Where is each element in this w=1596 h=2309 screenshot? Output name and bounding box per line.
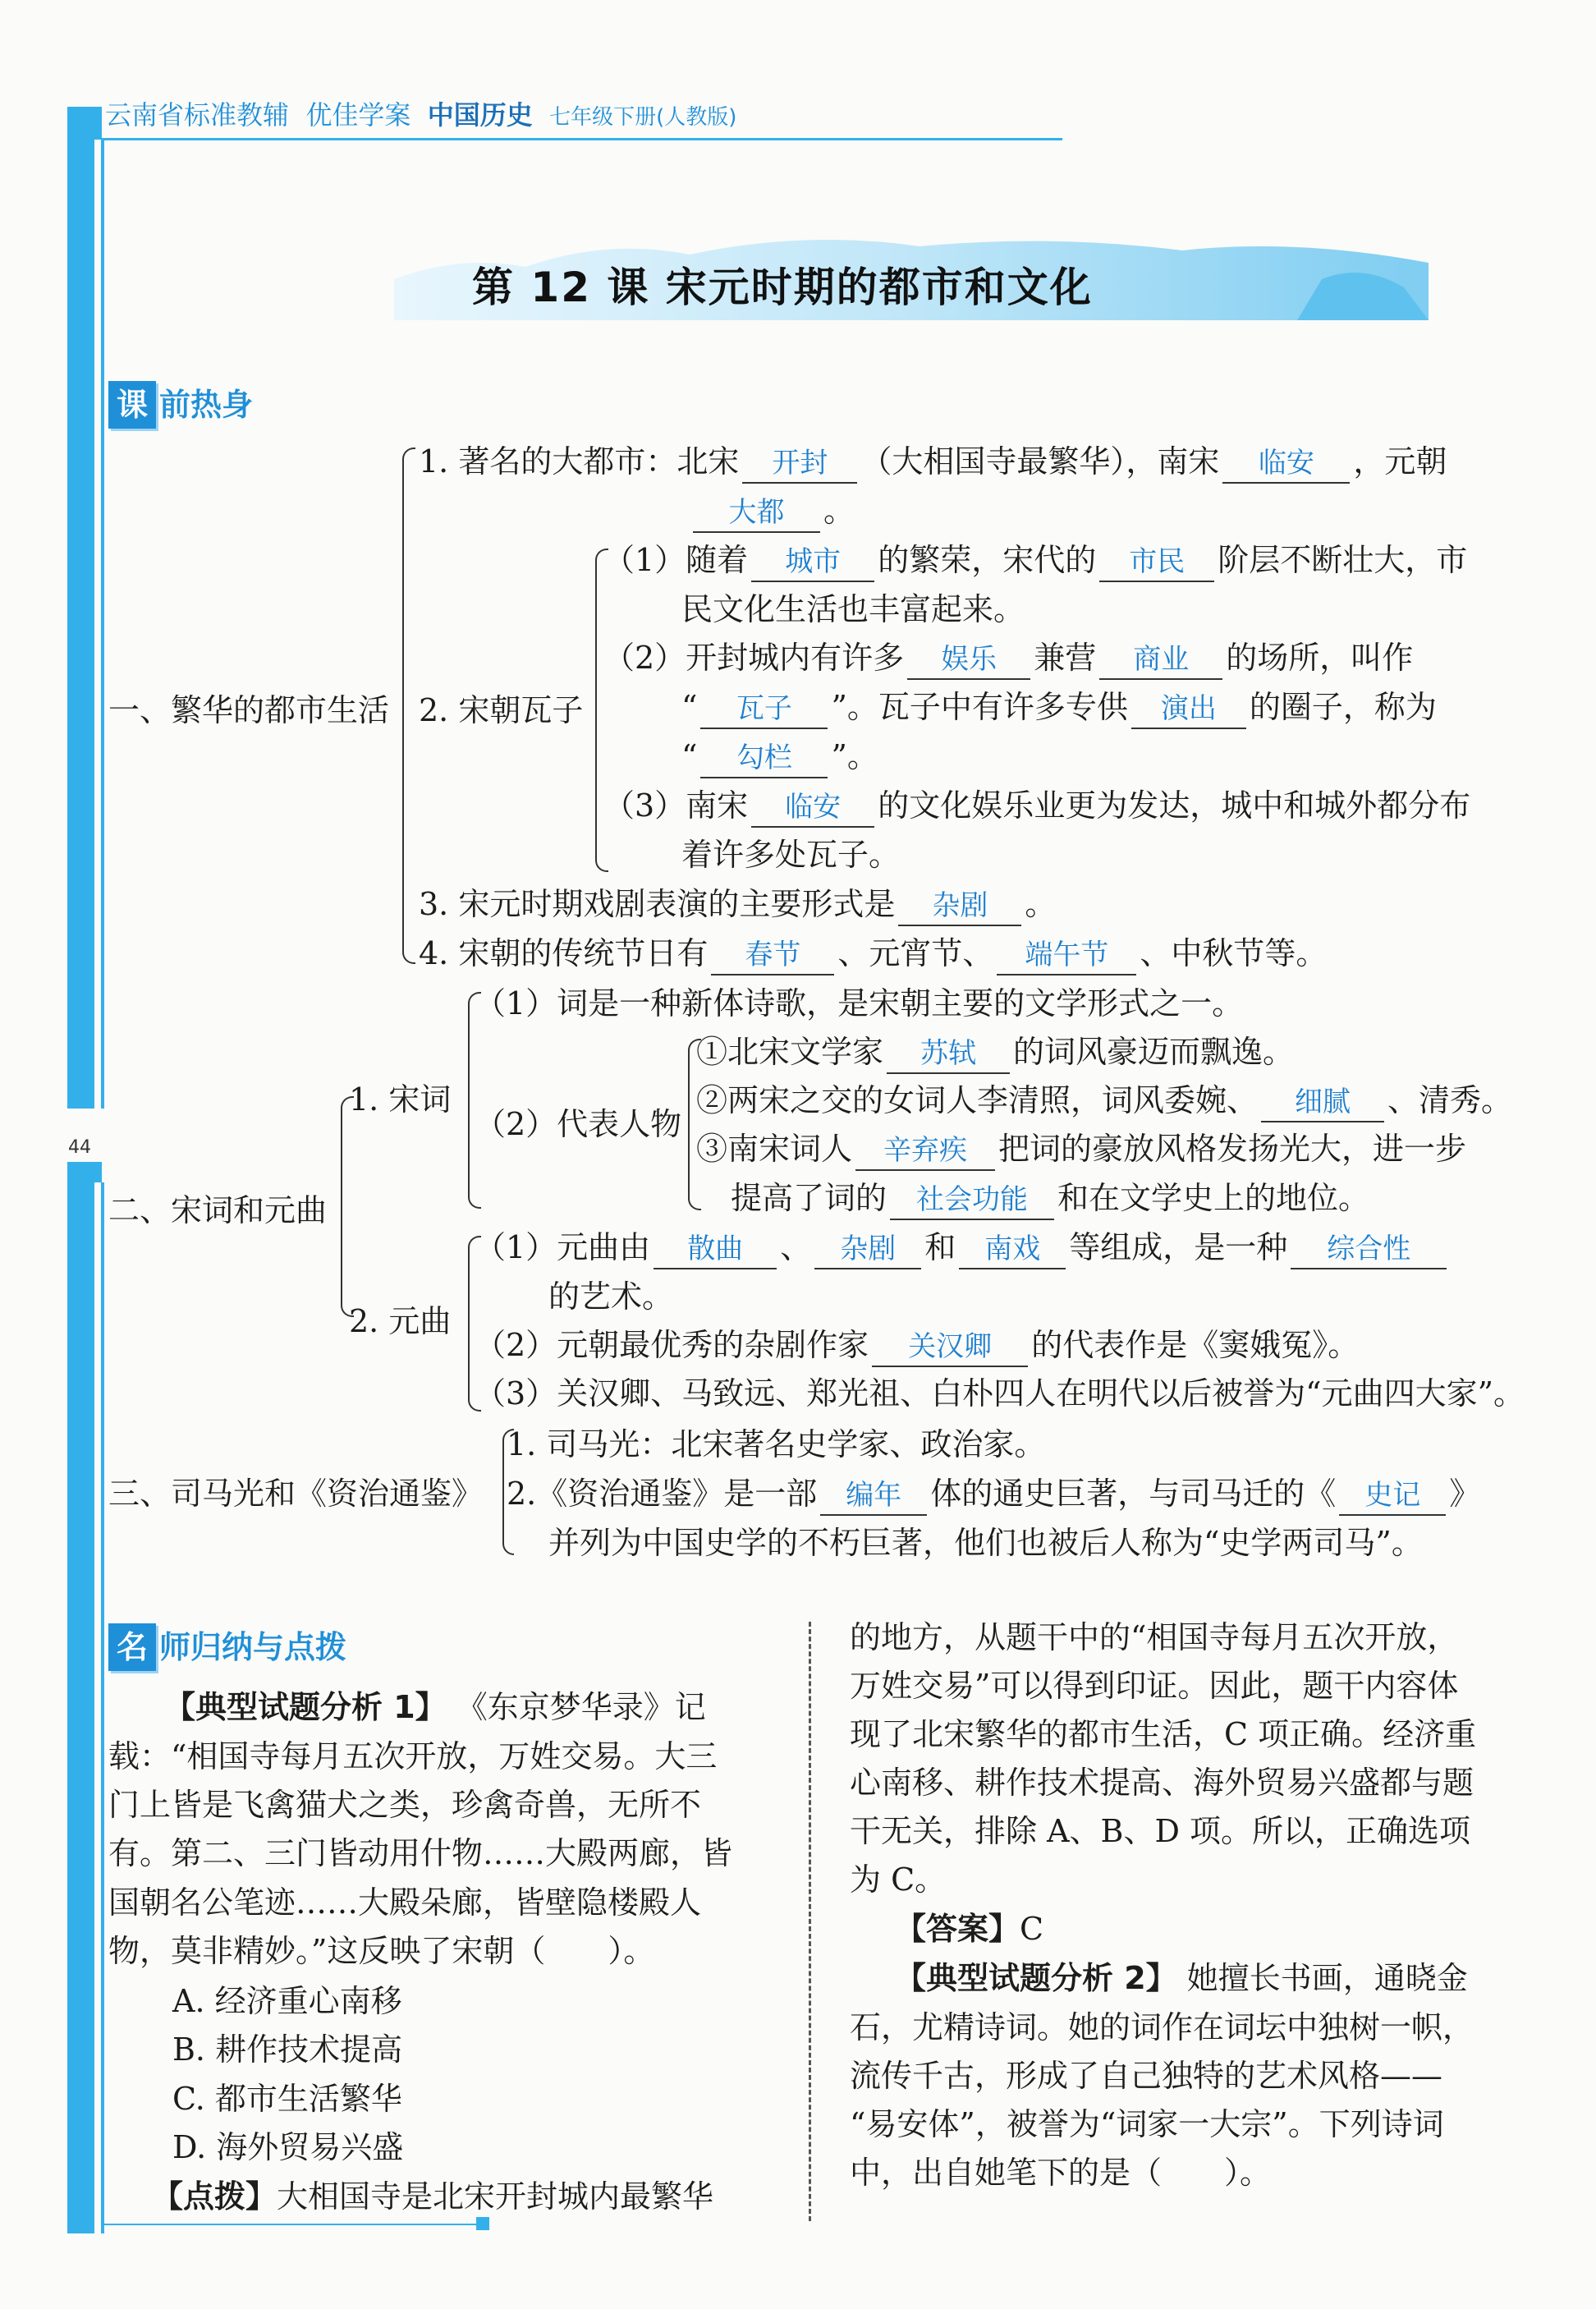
q1-line: 载：“相国寺每月五次开放，万姓交易。大三 <box>108 1738 718 1774</box>
q2-line: 流传千古，形成了自己独特的艺术风格—— <box>850 2058 1443 2094</box>
s2-ci-r1: ①北宋文学家 苏轼 的词风豪迈而飘逸。 <box>696 1028 1294 1076</box>
warmup-badge: 课 <box>108 381 156 429</box>
s2-qu-p1-line2: 的艺术。 <box>548 1278 674 1315</box>
s3-item2-line2: 并列为中国史学的不朽巨著，他们也被后人称为“史学两司马”。 <box>548 1525 1423 1561</box>
s1-i2-p1-line2: 民文化生活也丰富起来。 <box>681 591 1025 627</box>
s1-item1-line2: 大都 。 <box>690 487 855 535</box>
q1-option-d: D. 海外贸易兴盛 <box>172 2129 404 2165</box>
footer-rule <box>102 2224 479 2225</box>
s2-ci-r2: ②两宋之交的女词人李清照，词风委婉、 细腻 、清秀。 <box>696 1076 1512 1124</box>
q1-hint-cont: 的地方，从题干中的“相国寺每月五次开放， <box>850 1619 1459 1655</box>
lesson-title: 第 12 课 宋元时期的都市和文化 <box>472 264 1093 311</box>
s1-item3: 3. 宋元时期戏剧表演的主要形式是 杂剧 。 <box>419 880 1056 928</box>
teacher-heading <box>108 1622 346 1671</box>
section3-label: 三、司马光和《资治通鉴》 <box>108 1476 484 1512</box>
q1-tag: 【典型试题分析 1】 <box>164 1689 447 1725</box>
hint-tag: 【点拨】 <box>152 2178 277 2215</box>
s2-ci-r3-line1: ③南宋词人 辛弃疾 把词的豪放风格发扬光大，进一步 <box>696 1125 1466 1173</box>
s3-item2-line1: 2.《资治通鉴》是一部 编年 体的通史巨著，与司马迁的《 史记 》 <box>507 1470 1480 1517</box>
q1-hint-cont: 万姓交易”可以得到印证。因此，题干内容体 <box>850 1668 1459 1704</box>
left-margin-bar-gap-lower <box>94 1182 101 2233</box>
s1-item4: 4. 宋朝的传统节日有 春节 、元宵节、 端午节 、中秋节等。 <box>419 930 1327 977</box>
section1-label: 一、繁华的都市生活 <box>108 692 390 728</box>
q1-hint-cont: 现了北宋繁华的都市生活，C 项正确。经济重 <box>850 1716 1477 1752</box>
q1-first-line: 【典型试题分析 1】 《东京梦华录》记 <box>164 1689 706 1725</box>
s1-i2-p3-line2: 着许多处瓦子。 <box>681 837 901 873</box>
subject-name: 中国历史 <box>427 99 533 131</box>
q2-line: 石，尤精诗词。她的词作在词坛中独树一帜， <box>850 2009 1474 2045</box>
s2-qu-p2: （2）元朝最优秀的杂剧作家 关汉卿 的代表作是《窦娥冤》。 <box>475 1321 1359 1369</box>
q1-option-c: C. 都市生活繁华 <box>172 2081 402 2117</box>
q2-first-line: 【典型试题分析 2】 她擅长书画，通晓金 <box>895 1960 1468 1996</box>
q2-line: “易安体”，被誉为“词家一大宗”。下列诗词 <box>850 2106 1444 2142</box>
s2-ci-p1: （1）词是一种新体诗歌，是宋朝主要的文学形式之一。 <box>475 985 1244 1021</box>
q2-line: 中，出自她笔下的是（ ）。 <box>850 2155 1272 2191</box>
teacher-heading-text: 师归纳与点拨 <box>159 1629 347 1665</box>
q1-answer: 【答案】C <box>895 1911 1044 1947</box>
q1-hint-cont: 干无关，排除 A、B、D 项。所以，正确选项 <box>850 1813 1470 1849</box>
book-name: 优佳学案 <box>305 99 411 131</box>
s2-ci-r3-line2: 提高了词的 社会功能 和在文学史上的地位。 <box>731 1174 1369 1222</box>
left-margin-bar-gap <box>94 140 101 1109</box>
q1-hint-cont: 为 C。 <box>850 1861 947 1898</box>
s1-i2-p2-line3: “ 勾栏 ”。 <box>681 732 878 780</box>
q1-option-a: A. 经济重心南移 <box>172 1983 402 2019</box>
section2-label: 二、宋词和元曲 <box>108 1192 328 1228</box>
s2-qu-p1-line1: （1）元曲由 散曲 、 杂剧 和 南戏 等组成，是一种 综合性 <box>475 1223 1450 1271</box>
grade-name: 七年级下册(人教版) <box>549 105 737 130</box>
s2-ci-label: 1. 宋词 <box>349 1081 452 1118</box>
left-margin-line-lower <box>102 1182 104 2233</box>
column-divider <box>809 1622 811 2221</box>
header-rule <box>102 138 1062 140</box>
q1-line: 国朝名公笔迹……大殿朵廊，皆壁隐楼殿人 <box>108 1884 702 1921</box>
s1-i2-p1-line1: （1）随着 城市 的繁荣，宋代的 市民 阶层不断壮大，市 <box>603 536 1467 584</box>
warmup-heading <box>108 379 253 429</box>
s1-item1-line1: 1. 著名的大都市：北宋 开封 （大相国寺最繁华），南宋 临安 ，元朝 <box>419 438 1447 485</box>
s1-i2-p2-line1: （2）开封城内有许多 娱乐 兼营 商业 的场所，叫作 <box>603 634 1413 682</box>
q1-line: 门上皆是飞禽猫犬之类，珍禽奇兽，无所不 <box>108 1787 702 1823</box>
s2-qu-label: 2. 元曲 <box>349 1303 452 1339</box>
s2-ci-p2-label: （2）代表人物 <box>475 1106 682 1142</box>
q1-hint-line: 【点拨】大相国寺是北宋开封城内最繁华 <box>152 2178 714 2215</box>
answer-tag: 【答案】 <box>895 1911 1020 1947</box>
q1-line: 物，莫非精妙。”这反映了宋朝（ ）。 <box>108 1933 655 1969</box>
page-number: 44 <box>68 1137 91 1158</box>
q2-tag: 【典型试题分析 2】 <box>895 1960 1177 1996</box>
warmup-heading-text: 前热身 <box>159 387 254 423</box>
left-margin-line <box>102 140 104 1109</box>
q1-hint-cont: 心南移、耕作技术提高、海外贸易兴盛都与题 <box>850 1765 1474 1801</box>
s1-item2-label: 2. 宋朝瓦子 <box>419 692 584 728</box>
s1-i2-p3-line1: （3）南宋 临安 的文化娱乐业更为发达，城中和城外都分布 <box>603 782 1470 829</box>
s2-qu-p3: （3）关汉卿、马致远、郑光祖、白朴四人在明代以后被誉为“元曲四大家”。 <box>475 1375 1525 1412</box>
s1-i2-p2-line2: “ 瓦子 ”。瓦子中有许多专供 演出 的圈子，称为 <box>681 683 1437 731</box>
q1-line: 有。第二、三门皆动用什物……大殿两廊，皆 <box>108 1835 733 1871</box>
s3-item1: 1. 司马光：北宋著名史学家、政治家。 <box>507 1426 1046 1462</box>
section2-brace <box>341 1096 354 1317</box>
series-name: 云南省标准教辅 <box>105 99 290 131</box>
q1-option-b: B. 耕作技术提高 <box>172 2031 403 2068</box>
running-header <box>105 94 736 132</box>
section1-brace <box>402 448 415 964</box>
teacher-badge: 名 <box>108 1623 156 1671</box>
